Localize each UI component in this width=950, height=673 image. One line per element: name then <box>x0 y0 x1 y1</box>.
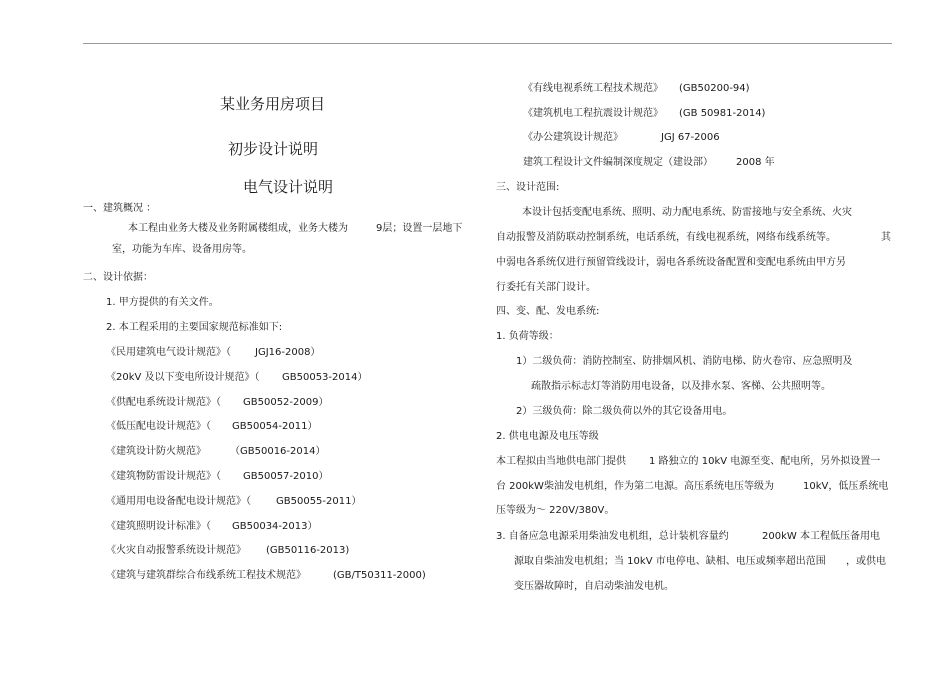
generator-text: 变压器故障时，自启动柴油发电机。 <box>514 581 674 592</box>
load-grade-item: 疏散指示标志灯等消防用电设备，以及排水泵、客梯、公共照明等。 <box>531 381 831 392</box>
standard-name: 《办公建筑设计规范》 <box>523 132 623 143</box>
standard-code: GB50052-2009） <box>243 397 329 408</box>
header-rule <box>83 43 892 44</box>
section-title: 电气设计说明 <box>243 178 334 196</box>
section-1-heading: 一、建筑概况 ： <box>83 203 157 214</box>
standard-code: GB50053-2014） <box>282 372 368 383</box>
section-4-heading: 四、变、配、发电系统: <box>496 306 600 317</box>
standard-code: GB50055-2011） <box>276 496 362 507</box>
generator-text: ，或供电 <box>846 556 886 567</box>
section-3-heading: 三、设计范围: <box>496 182 560 193</box>
power-supply-text: 本工程拟由当地供电部门提供 <box>496 456 626 467</box>
standard-code: (GB50116-2013) <box>266 545 350 556</box>
generator-text: 源取自柴油发电机组；当 10kV 市电停电、缺相、电压或频率超出范围 <box>514 556 826 567</box>
standard-name: 《低压配电设计规范》（ <box>106 421 211 432</box>
load-grade-item: 2）三级负荷：除二级负荷以外的其它设备用电。 <box>516 406 733 417</box>
standard-name: 《建筑物防雷设计规范》（ <box>106 471 221 482</box>
power-supply-heading: 2. 供电电源及电压等级 <box>496 431 599 442</box>
power-supply-text: 10kV，低压系统电 <box>803 481 889 492</box>
standard-name: 《民用建筑电气设计规范》（ <box>106 347 231 358</box>
power-supply-text: 1 路独立的 10kV 电源至变、配电所，另外拟设置一 <box>649 456 881 467</box>
standard-code: JGJ 67-2006 <box>661 132 720 143</box>
depth-rule-year: 2008 年 <box>736 157 775 168</box>
scope-text: 中弱电各系统仅进行预留管线设计，弱电各系统设备配置和变配电系统由甲方另 <box>496 257 846 268</box>
section-2-heading: 二、设计依据： <box>83 272 153 283</box>
standard-name: 《建筑与建筑群综合布线系统工程技术规范》 <box>106 570 306 581</box>
basis-item: 2. 本工程采用的主要国家规范标准如下: <box>106 322 283 333</box>
standard-code: GB50034-2013） <box>232 521 318 532</box>
standard-code: GB50057-2010） <box>243 471 329 482</box>
standard-code: GB50054-2011） <box>232 421 318 432</box>
basis-item: 1. 甲方提供的有关文件。 <box>106 297 219 308</box>
standard-name: 《有线电视系统工程技术规范》 <box>523 83 663 94</box>
building-overview-text: 本工程由业务大楼及业务附属楼组成，业务大楼为 <box>128 223 348 234</box>
generator-text: 3. 自备应急电源采用柴油发电机组，总计装机容量约 <box>496 531 729 542</box>
standard-name: 《建筑机电工程抗震设计规范》 <box>523 108 663 119</box>
standard-code: (GB50200-94) <box>679 83 750 94</box>
standard-name: 《建筑照明设计标准》（ <box>106 521 211 532</box>
building-overview-text: 9层；设置一层地下 <box>376 223 463 234</box>
standard-name: 《火灾自动报警系统设计规范》 <box>106 545 246 556</box>
standard-name: 《供配电系统设计规范》（ <box>106 397 221 408</box>
standard-name: 《建筑设计防火规范》 <box>106 446 206 457</box>
building-overview-text: 室，功能为车库、设备用房等。 <box>112 244 252 255</box>
depth-rule-text: 建筑工程设计文件编制深度规定（建设部） <box>523 157 713 168</box>
load-grade-heading: 1. 负荷等级： <box>496 331 559 342</box>
scope-text: 本设计包括变配电系统、照明、动力配电系统、防雷接地与安全系统、火灾 <box>522 207 852 218</box>
power-supply-text: 压等级为～ 220V/380V。 <box>496 505 615 516</box>
standard-code: JGJ16-2008） <box>255 347 321 358</box>
scope-text: 其 <box>881 232 891 243</box>
standard-code: (GB/T50311-2000) <box>333 570 426 581</box>
scope-text: 自动报警及消防联动控制系统，电话系统，有线电视系统，网络布线系统等。 <box>496 232 836 243</box>
stage-title: 初步设计说明 <box>228 140 319 158</box>
standard-name: 《通用用电设备配电设计规范》（ <box>106 496 251 507</box>
project-title: 某业务用房项目 <box>220 95 326 113</box>
power-supply-text: 台 200kW柴油发电机组，作为第二电源。高压系统电压等级为 <box>496 481 774 492</box>
standard-code: (GB 50981-2014) <box>679 108 766 119</box>
scope-text: 行委托有关部门设计。 <box>496 282 596 293</box>
standard-code: （GB50016-2014） <box>230 446 326 457</box>
standard-name: 《20kV 及以下变电所设计规范》（ <box>106 372 260 383</box>
generator-text: 200kW 本工程低压备用电 <box>762 531 880 542</box>
load-grade-item: 1）二级负荷：消防控制室、防排烟风机、消防电梯、防火卷帘、应急照明及 <box>516 356 853 367</box>
